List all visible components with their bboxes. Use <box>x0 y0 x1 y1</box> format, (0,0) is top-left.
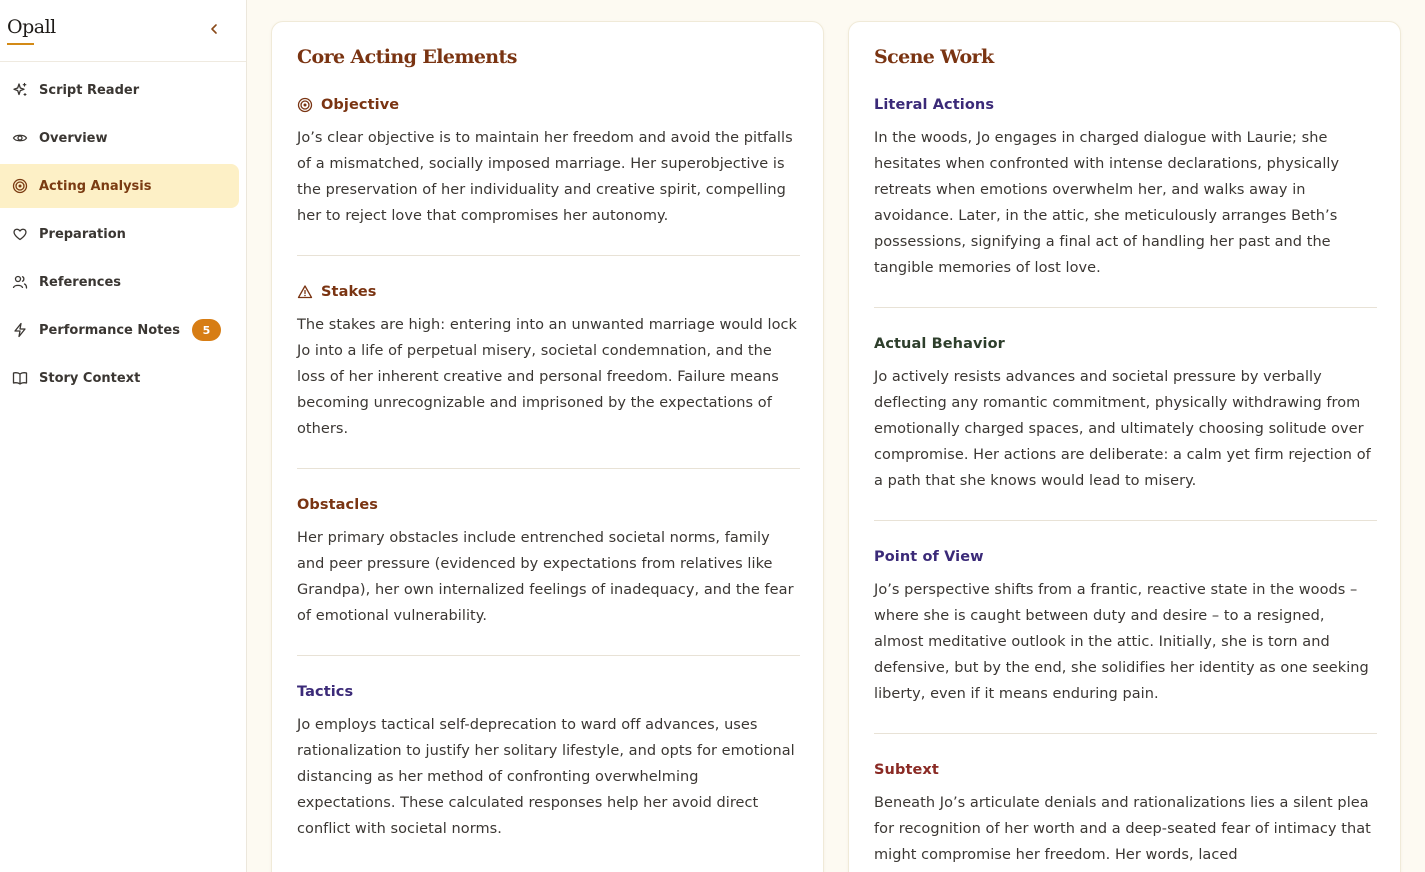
stakes-section <box>297 255 800 442</box>
section-title: Subtext <box>874 762 939 778</box>
section-body: The stakes are high: entering into an unwanted marriage would lock Jo into a life of perpetual misery, societal condemnation, and the loss of her inherent creative and personal freedom. Failure means becoming unrecognizable and imprisoned by the expectations of others. <box>297 317 798 437</box>
section-body: Jo’s perspective shifts from a frantic, reactive state in the woods – where she is caught between duty and desire – to a resigned, almost meditative outlook in the attic. Initially, she is torn and defensive, but by the end, she solidifies her identity as one seeking liberty, even if it means enduring pain. <box>874 582 1369 702</box>
section-title: Tactics <box>297 684 354 700</box>
sidebar-item-acting-analysis[interactable] <box>0 164 239 208</box>
collapse-sidebar-button[interactable] <box>204 19 224 39</box>
card-title: Core Acting Elements <box>297 46 517 68</box>
users-icon <box>11 273 29 291</box>
actual-behavior-section <box>874 307 1377 494</box>
warning-icon <box>297 284 313 300</box>
section-body: Jo actively resists advances and societal pressure by verbally deflecting any romantic commitment, physically withdrawing from emotionally charged spaces, and ultimately choosing solitude over compromise. Her actions are deliberate: a calm yet firm rejection of a path that she knows would lead to misery. <box>874 369 1371 489</box>
section-body: In the woods, Jo engages in charged dialogue with Laurie; she hesitates when confronted with intense declarations, physically retreats when emotions overwhelm her, and walks away in avoidance. Later, in the attic, she meticulously arranges Beth’s possessions, signifying a final act of handling her past and the tangible memories of lost love. <box>874 130 1340 276</box>
sidebar-item-performance-notes[interactable] <box>0 308 239 352</box>
sidebar <box>0 0 247 872</box>
target-icon <box>297 97 313 113</box>
section-title: Objective <box>321 97 400 113</box>
eye-icon <box>11 129 29 147</box>
target-icon <box>11 177 29 195</box>
card-title: Scene Work <box>874 46 994 68</box>
sidebar-item-preparation[interactable] <box>0 212 239 256</box>
sidebar-nav <box>0 68 247 404</box>
core-acting-elements-card <box>271 21 824 872</box>
sidebar-item-label: Preparation <box>39 226 126 242</box>
heart-icon <box>11 225 29 243</box>
section-body: Jo employs tactical self-deprecation to ward off advances, uses rationalization to justify her solitary lifestyle, and opts for emotional distancing as her method of confronting overwhelming expectations. These calculated responses help her avoid direct conflict with societal norms. <box>297 717 795 837</box>
literal-actions-section <box>874 76 1377 281</box>
bolt-icon <box>11 321 29 339</box>
app-logo[interactable]: Opall <box>7 16 56 38</box>
section-title: Obstacles <box>297 497 378 513</box>
obstacles-section <box>297 468 800 629</box>
sidebar-item-label: Script Reader <box>39 82 140 98</box>
sidebar-item-script-reader[interactable] <box>0 68 239 112</box>
section-title: Actual Behavior <box>874 336 1005 352</box>
tactics-section <box>297 655 800 842</box>
section-title: Stakes <box>321 284 377 300</box>
sidebar-item-story-context[interactable] <box>0 356 239 400</box>
sidebar-item-references[interactable] <box>0 260 239 304</box>
logo-underline <box>7 43 34 45</box>
section-title: Point of View <box>874 549 984 565</box>
sidebar-item-label: Story Context <box>39 370 141 386</box>
notes-count-badge: 5 <box>192 319 221 341</box>
sidebar-item-label: Performance Notes <box>39 322 180 338</box>
sidebar-item-label: Acting Analysis <box>39 178 152 194</box>
section-body: Beneath Jo’s articulate denials and rationalizations lies a silent plea for recognition of her worth and a deep-seated fear of intimacy that might compromise her freedom. Her words, laced <box>874 795 1371 863</box>
section-title: Literal Actions <box>874 97 995 113</box>
sparkles-icon <box>11 81 29 99</box>
brand-header <box>0 0 246 62</box>
chevron-left-icon <box>208 23 220 35</box>
sidebar-item-label: References <box>39 274 122 290</box>
scene-work-card <box>848 21 1401 872</box>
objective-section <box>297 76 800 229</box>
subtext-section <box>874 733 1377 868</box>
section-body: Jo’s clear objective is to maintain her freedom and avoid the pitfalls of a mismatched, socially imposed marriage. Her superobjective is the preservation of her individuality and creative spirit, compelling her to reject love that compromises her autonomy. <box>297 130 793 224</box>
sidebar-item-label: Overview <box>39 130 108 146</box>
book-icon <box>11 369 29 387</box>
section-body: Her primary obstacles include entrenched societal norms, family and peer pressure (evidenced by expectations from relatives like Grandpa), her own internalized feelings of inadequacy, and the fear of emotional vulnerability. <box>297 530 794 624</box>
point-of-view-section <box>874 520 1377 707</box>
sidebar-item-overview[interactable] <box>0 116 239 160</box>
